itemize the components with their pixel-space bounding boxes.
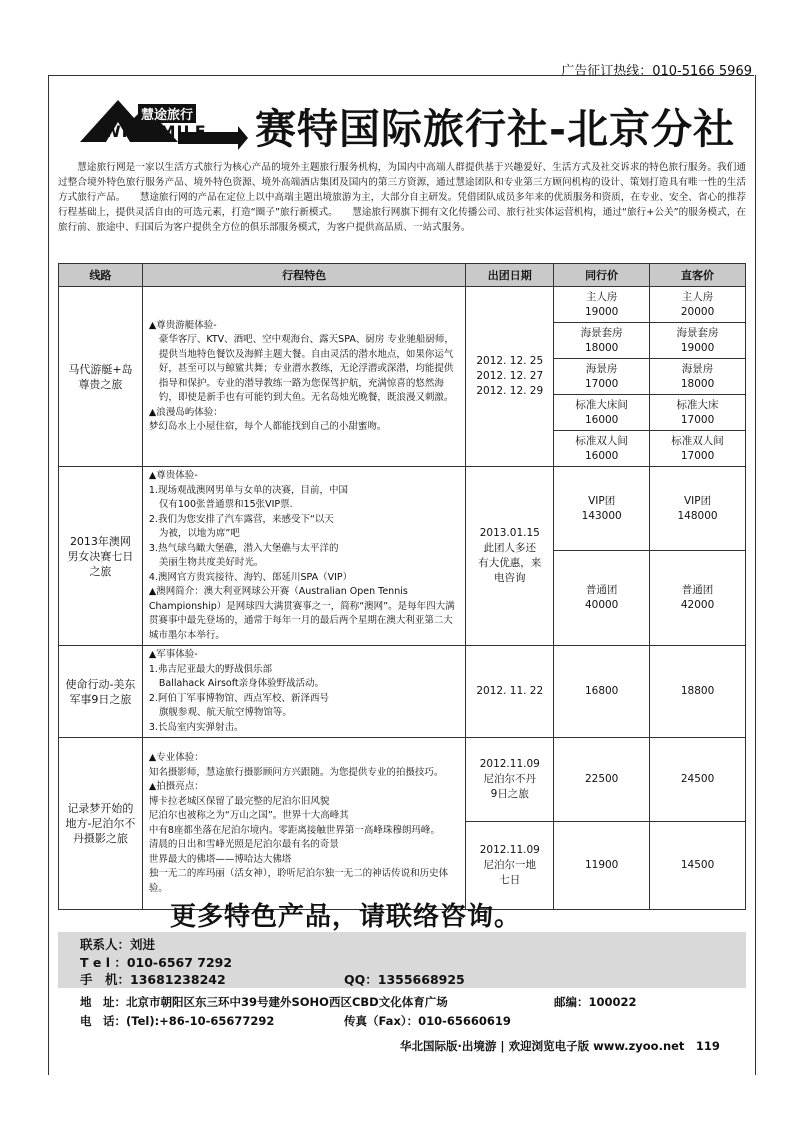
feature-line: 旗舰参观、航天航空博物馆等。 (158, 707, 292, 718)
table-header-row (59, 264, 746, 287)
promo-banner: 更多特色产品，请联络咨询。 (170, 902, 522, 932)
phone-line: 电 话：(Tel):+86-10-65677292 (80, 1014, 275, 1028)
price-value: 143000 (581, 509, 622, 522)
page-title: 赛特国际旅行社-北京分社 (255, 105, 736, 153)
price-cell (650, 431, 745, 466)
dates-maldives (466, 287, 554, 467)
table-row (59, 287, 746, 467)
feature-line: ▲军事体验- (148, 649, 198, 660)
peer-prices-maldives (554, 287, 650, 467)
price-value: 18000 (680, 377, 715, 390)
header-peer-price: 同行价 (554, 264, 650, 287)
peer-std-australia (554, 551, 650, 646)
room-type: 海景套房 (676, 326, 719, 339)
date-nepal-1 (466, 738, 554, 822)
date-line: 电咨询 (494, 572, 526, 584)
feature-line: ▲专业体验： (148, 752, 204, 763)
feature-line: 美丽生物共度美好时光。 (158, 557, 264, 568)
price-value: 42000 (680, 599, 715, 612)
intro-paragraph: 慧途旅行网是一家以生活方式旅行为核心产品的境外主题旅行服务机构，为国内中高端人群提供基于兴趣爱好、生活方式及社交诉求的特色旅行服务。我们通过整合境外特色旅行服务产品、境外特色资源、境外高端酒店集团及国内的第三方资源，通过慧途团队和专业第三方顾问机构的设计、策划打造具有唯一性的生活方式旅行产品。 慧途旅行网的产品在定位上以中高端主题出境旅游为主，大部分自主研发。凭借团队成员多年来的优质服务和资质，在专业、安全、省心的推荐行程基础上，提供灵活自由的可选元素，打造“圈子”旅行新模式。 慧途旅行网旗下拥有文化传播公司、旅行社实体运营机构，通过“旅行+公关”的服务模式，在旅行前、旅途中、归国后为客户提供全方位的俱乐部服务模式，为客户提供高品质、一站式服务。 (58, 162, 746, 233)
feature-line: 尼泊尔也被称之为“万山之国”。世界十大高峰其 (148, 810, 349, 821)
price-value: 17000 (584, 377, 619, 390)
direct-std-australia (650, 551, 746, 646)
price-value: 40000 (584, 599, 619, 612)
date-line: 2012. 12. 25 (476, 355, 544, 367)
date-line: 2012. 12. 29 (476, 385, 544, 397)
room-type: 海景房 (585, 362, 618, 375)
table-row (59, 467, 746, 551)
features-nepal (142, 738, 465, 910)
feature-line: ▲拍摄亮点： (148, 781, 204, 792)
direct-vip-australia (650, 467, 746, 551)
price-cell (650, 287, 745, 323)
feature-line: 4.澳网官方贵宾接待、海钓、郎延川SPA（VIP） (148, 571, 353, 583)
feature-line: 1.弗吉尼亚最大的野战俱乐部 (148, 663, 272, 675)
date-line: 2012.11.09 (479, 758, 540, 770)
header-direct-price: 直客价 (650, 264, 746, 287)
room-type: 标准大床 (676, 398, 719, 411)
direct-price-military: 18800 (650, 646, 746, 738)
feature-line: 知名摄影师，慧途旅行摄影顾问方兴跟随。为您提供专业的拍摄技巧。 (148, 766, 444, 778)
contact-mobile: 手 机：13681238242 (80, 972, 226, 987)
feature-line: ▲浪漫岛屿体验： (148, 406, 223, 418)
room-type: 主人房 (681, 290, 714, 303)
date-line: 2012. 12. 27 (476, 370, 544, 382)
features-maldives (142, 287, 465, 467)
price-cell (650, 323, 745, 359)
fax-line: 传真（Fax）：010-65660619 (344, 1014, 511, 1028)
peer-price-military: 16800 (554, 646, 650, 738)
price-cell (650, 359, 745, 395)
date-line: 2013.01.15 (479, 527, 540, 539)
room-type: 海景房 (681, 362, 714, 375)
route-military: 使命行动-美东军事9日之旅 (59, 646, 143, 738)
features-australia (142, 467, 465, 646)
room-type: 主人房 (585, 290, 618, 303)
price-cell (554, 431, 649, 466)
table-row (59, 738, 746, 822)
feature-line: ▲澳网简介：澳大利亚网球公开赛（Australian Open Tennis Championship）是网球四大满贯赛事之一，简称“澳网”。是每年四大满贯赛事中最先登场的，通常于每年一月的最后两个星期在澳大利亚第二大城市墨尔本举行。 (148, 586, 455, 641)
date-line: 尼泊尔一地 (483, 859, 537, 871)
zip-code: 邮编：100022 (554, 995, 637, 1009)
price-cell (554, 287, 649, 323)
feature-line: ▲尊贵体验- (148, 470, 198, 481)
feature-line: 豪华客厅、KTV、酒吧、空中观海台、露天SPA、厨房 专业驰船厨师，提供当地特色餐饮及海鲜主题大餐。自由灵活的潜水地点，如果你运气好，甚至可以与鲸鲨共舞；专业潜水教练，无论浮潜或深潜，均能提供指导和保护。专业的潜导教练一路为您保驾护航，充满惊喜的悠然海钓，即使是新手也有可能钓到大鱼。无名岛烛光晚餐，既浪漫又刺激。 (158, 334, 454, 403)
feature-line: Ballahack Airsoft亲身体验野战活动。 (158, 678, 325, 689)
feature-line: 独一无二的库玛丽（活女神），聆听尼泊尔独一无二的神话传说和历史体验。 (148, 868, 449, 894)
price-cell (554, 395, 649, 431)
route-maldives: 马代游艇+岛尊贵之旅 (59, 287, 143, 467)
price-value: 17000 (680, 413, 715, 426)
group-type: VIP团 (588, 494, 616, 507)
room-type: 标准双人间 (671, 434, 724, 447)
contact-box (58, 932, 746, 988)
price-cell (554, 359, 649, 395)
room-type: 标准大床间 (575, 398, 628, 411)
date-line: 2012.11.09 (479, 844, 540, 856)
contact-tel: T e l ：010-6567 7292 (80, 955, 233, 970)
peer-price-nepal-2: 11900 (554, 822, 650, 910)
peer-price-nepal-1: 22500 (554, 738, 650, 822)
date-line: 此团人多还 (483, 542, 537, 554)
date-line: 9日之旅 (490, 788, 529, 800)
page-footer: 华北国际版·出境游 | 欢迎浏览电子版 www.zyoo.net 119 (400, 1039, 720, 1053)
price-cell (554, 323, 649, 359)
address-line: 地 址：北京市朝阳区东三环中39号建外SOHO西区CBD文化体育广场 (80, 995, 448, 1009)
feature-line: 为被，以地为席”吧 (158, 528, 240, 539)
price-value: 17000 (680, 449, 715, 462)
header-date: 出团日期 (466, 264, 554, 287)
group-type: VIP团 (683, 494, 712, 507)
feature-line: 1.现场观战澳网男单与女单的决赛，目前，中国 (148, 484, 348, 496)
feature-line: 清晨的日出和雪峰光照是尼泊尔最有名的奇景 (148, 839, 339, 850)
feature-line: ▲尊贵游艇体验- (148, 319, 217, 331)
tour-table (58, 263, 746, 910)
price-value: 148000 (677, 509, 718, 522)
feature-line: 2.我们为您安排了汽车露营，来感受下“以天 (148, 513, 334, 525)
feature-line: 世界最大的佛塔——博哈达大佛塔 (148, 853, 292, 865)
contact-person: 联系人：刘进 (80, 937, 156, 952)
room-type: 标准双人间 (575, 434, 628, 447)
route-australia: 2013年澳网男女决赛七日之旅 (59, 467, 143, 646)
room-type: 海景套房 (580, 326, 623, 339)
group-type: 普通团 (681, 584, 714, 597)
date-line: 尼泊尔不丹 (483, 773, 537, 785)
contact-qq: QQ：1355668925 (344, 972, 465, 987)
table-row (59, 646, 746, 738)
direct-price-nepal-1: 24500 (650, 738, 746, 822)
peer-vip-australia (554, 467, 650, 551)
features-military (142, 646, 465, 738)
price-value: 20000 (680, 305, 715, 318)
direct-prices-maldives (650, 287, 746, 467)
logo-en: WISE MILE (103, 122, 207, 141)
price-value: 16000 (584, 449, 619, 462)
ad-hotline: 广告征订热线：010-5166 5969 (561, 64, 752, 79)
price-value: 16000 (584, 413, 619, 426)
dates-australia (466, 467, 554, 646)
feature-line: 中有8座都坐落在尼泊尔境内。零距离接触世界第一高峰珠穆朗玛峰。 (148, 824, 440, 836)
logo-cn: 慧途旅行 (138, 104, 196, 123)
price-cell (650, 395, 745, 431)
feature-line: 仅有100张普通票和15张VIP票. (158, 499, 293, 510)
feature-line: 博卡拉老城区保留了最完整的尼泊尔旧风貌 (148, 795, 330, 807)
date-military: 2012. 11. 22 (466, 646, 554, 738)
feature-line: 2.阿伯丁军事博物馆、西点军校、新泽西号 (148, 692, 329, 704)
price-value: 19000 (680, 341, 715, 354)
header-route: 线路 (59, 264, 143, 287)
direct-price-nepal-2: 14500 (650, 822, 746, 910)
group-type: 普通团 (585, 584, 618, 597)
feature-line: 3.长岛室内实弹射击。 (148, 721, 244, 733)
price-value: 18000 (584, 341, 619, 354)
date-line: 七日 (499, 874, 521, 886)
feature-line: 梦幻岛水上小屋住宿，每个人都能找到自己的小甜蜜吻。 (148, 421, 387, 432)
header-features: 行程特色 (142, 264, 465, 287)
price-value: 19000 (584, 305, 619, 318)
feature-line: 3.热气球乌瞰大堡礁，潜入大堡礁与太平洋的 (148, 542, 339, 554)
date-line: 有大优惠，来 (478, 557, 542, 569)
route-nepal: 记录梦开始的地方-尼泊尔不丹摄影之旅 (59, 738, 143, 910)
